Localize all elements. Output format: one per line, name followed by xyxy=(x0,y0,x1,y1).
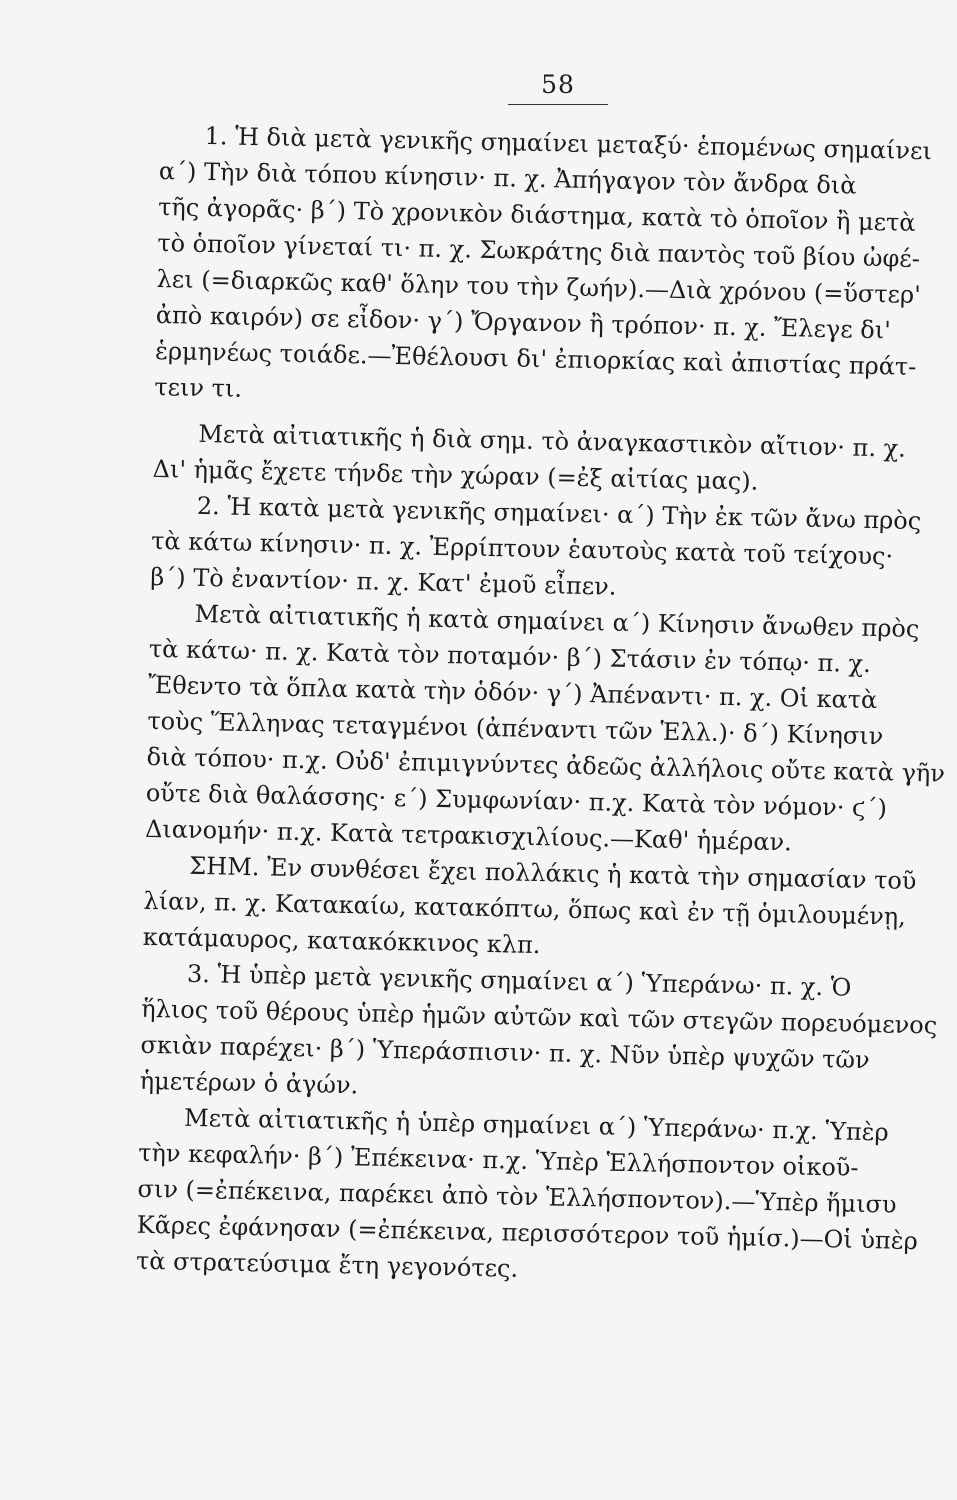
text-line: Μετὰ αἰτιατικῆς ἡ διὰ σημ. τὸ ἀναγκαστικὸν αἴτιον· π. χ. xyxy=(198,419,907,463)
text-line: οὔτε διὰ θαλάσσης· ε΄) Συμφωνίαν· π.χ. Κατὰ τὸν νόμον· ϛ΄) xyxy=(145,778,888,823)
text-line: τὰ κάτω κίνησιν· π. χ. Ἐρρίπτουν ἑαυτοὺς κατὰ τοῦ τείχους· xyxy=(150,526,894,571)
text-line: σιν (=ἐπέκεινα, παρέκει ἀπὸ τὸν Ἑλλήσποντον).—Ὑπὲρ ἥμισυ xyxy=(137,1174,897,1219)
text-line: α΄) Τὴν διὰ τόπου κίνησιν· π. χ. Ἀπήγαγον τὸν ἄνδρα διὰ xyxy=(158,156,857,200)
text-line: τῆς ἀγορᾶς· β΄) Τὸ χρονικὸν διάστημα, κατὰ τὸ ὁποῖον ἢ μετὰ xyxy=(157,192,916,237)
text-line: Διανομήν· π.χ. Κατὰ τετρακισχιλίους.—Καθ' ἡμέραν. xyxy=(144,814,793,857)
text-line: λίαν, π. χ. Κατακαίω, κατακόπτω, ὅπως καὶ ἐν τῇ ὁμιλουμένῃ, xyxy=(143,886,907,931)
text-line: τοὺς Ἕλληνας τεταγμένοι (ἀπέναντι τῶν Ἑλλ.)· δ΄) Κίνησιν xyxy=(147,706,884,751)
text-line: ΣΗΜ. Ἐν συνθέσει ἔχει πολλάκις ἡ κατὰ τὴν σημασίαν τοῦ xyxy=(189,851,917,896)
text-line: τὸ ὁποῖον γίνεταί τι· π. χ. Σωκράτης διὰ παντὸς τοῦ βίου ὠφέ- xyxy=(157,228,921,273)
text-line: 1. Ἡ διὰ μετὰ γενικῆς σημαίνει μεταξύ· ἑπομένως σημαίνει xyxy=(204,121,933,166)
page-number-rule xyxy=(508,104,608,105)
text-line: 2. Ἡ κατὰ μετὰ γενικῆς σημαίνει· α΄) Τὴν ἐκ τῶν ἄνω πρὸς xyxy=(196,491,922,536)
text-line: Ἔθεντο τὰ ὅπλα κατὰ τὴν ὁδόν· γ΄) Ἀπέναντι· π. χ. Οἱ κατὰ xyxy=(147,670,878,715)
text-line: ἡμετέρων ὁ ἀγών. xyxy=(139,1066,359,1100)
text-line: λει (=διαρκῶς καθ' ὅλην του τὴν ζωήν).—Διὰ χρόνου (=ὕστερ' xyxy=(156,264,922,309)
text-line: τειν τι. xyxy=(154,372,243,403)
text-line: τὰ κάτω· π. χ. Κατὰ τὸν ποταμόν· β΄) Στάσιν ἐν τόπῳ· π. χ. xyxy=(148,634,872,679)
text-line: ἥλιος τοῦ θέρους ὑπὲρ ἡμῶν αὐτῶν καὶ τῶν στεγῶν πορευόμενος xyxy=(141,994,938,1040)
body-text xyxy=(135,118,946,1283)
text-line: Μετὰ αἰτιατικῆς ἡ κατὰ σημαίνει α΄) Κίνησιν ἄνωθεν πρὸς xyxy=(194,599,920,644)
text-line: τὴν κεφαλήν· β΄) Ἐπέκεινα· π.χ. Ὑπὲρ Ἑλλήσποντον οἰκοῦ- xyxy=(138,1138,859,1182)
text-line: τὰ στρατεύσιμα ἔτη γεγονότες. xyxy=(135,1246,519,1283)
text-line: ἀπὸ καιρόν) σε εἶδον· γ΄) Ὄργανον ἢ τρόπον· π. χ. Ἔλεγε δι' xyxy=(155,300,892,345)
text-line: 3. Ἡ ὑπὲρ μετὰ γενικῆς σημαίνει α΄) Ὑπεράνω· π. χ. Ὁ xyxy=(186,959,852,1002)
text-line: Κᾶρες ἐφάνησαν (=ἐπέκεινα, περισσότερον τοῦ ἡμίσ.)—Οἱ ὑπὲρ xyxy=(136,1210,919,1256)
text-line: Μετὰ αἰτιατικῆς ἡ ὑπὲρ σημαίνει α΄) Ὑπεράνω· π.χ. Ὑπὲρ xyxy=(183,1103,889,1147)
text-line: β΄) Τὸ ἐναντίον· π. χ. Κατ' ἐμοῦ εἶπεν. xyxy=(150,562,617,601)
text-line: Δι' ἡμᾶς ἔχετε τήνδε τὴν χώραν (=ἐξ αἰτίας μας). xyxy=(152,454,759,496)
text-line: κατάμαυρος, κατακόκκινος κλπ. xyxy=(142,922,541,960)
page-number: 58 xyxy=(541,70,575,99)
text-line: ἑρμηνέως τοιάδε.—Ἐθέλουσι δι' ἐπιορκίας καὶ ἀπιστίας πράτ- xyxy=(154,336,917,381)
text-line: σκιὰν παρέχει· β΄) Ὑπεράσπισιν· π. χ. Νῦν ὑπὲρ ψυχῶν τῶν xyxy=(140,1030,870,1075)
text-line: διὰ τόπου· π.χ. Οὐδ' ἐπιμιγνύντες ἀδεῶς ἀλλήλοις οὔτε κατὰ γῆν xyxy=(146,742,946,788)
